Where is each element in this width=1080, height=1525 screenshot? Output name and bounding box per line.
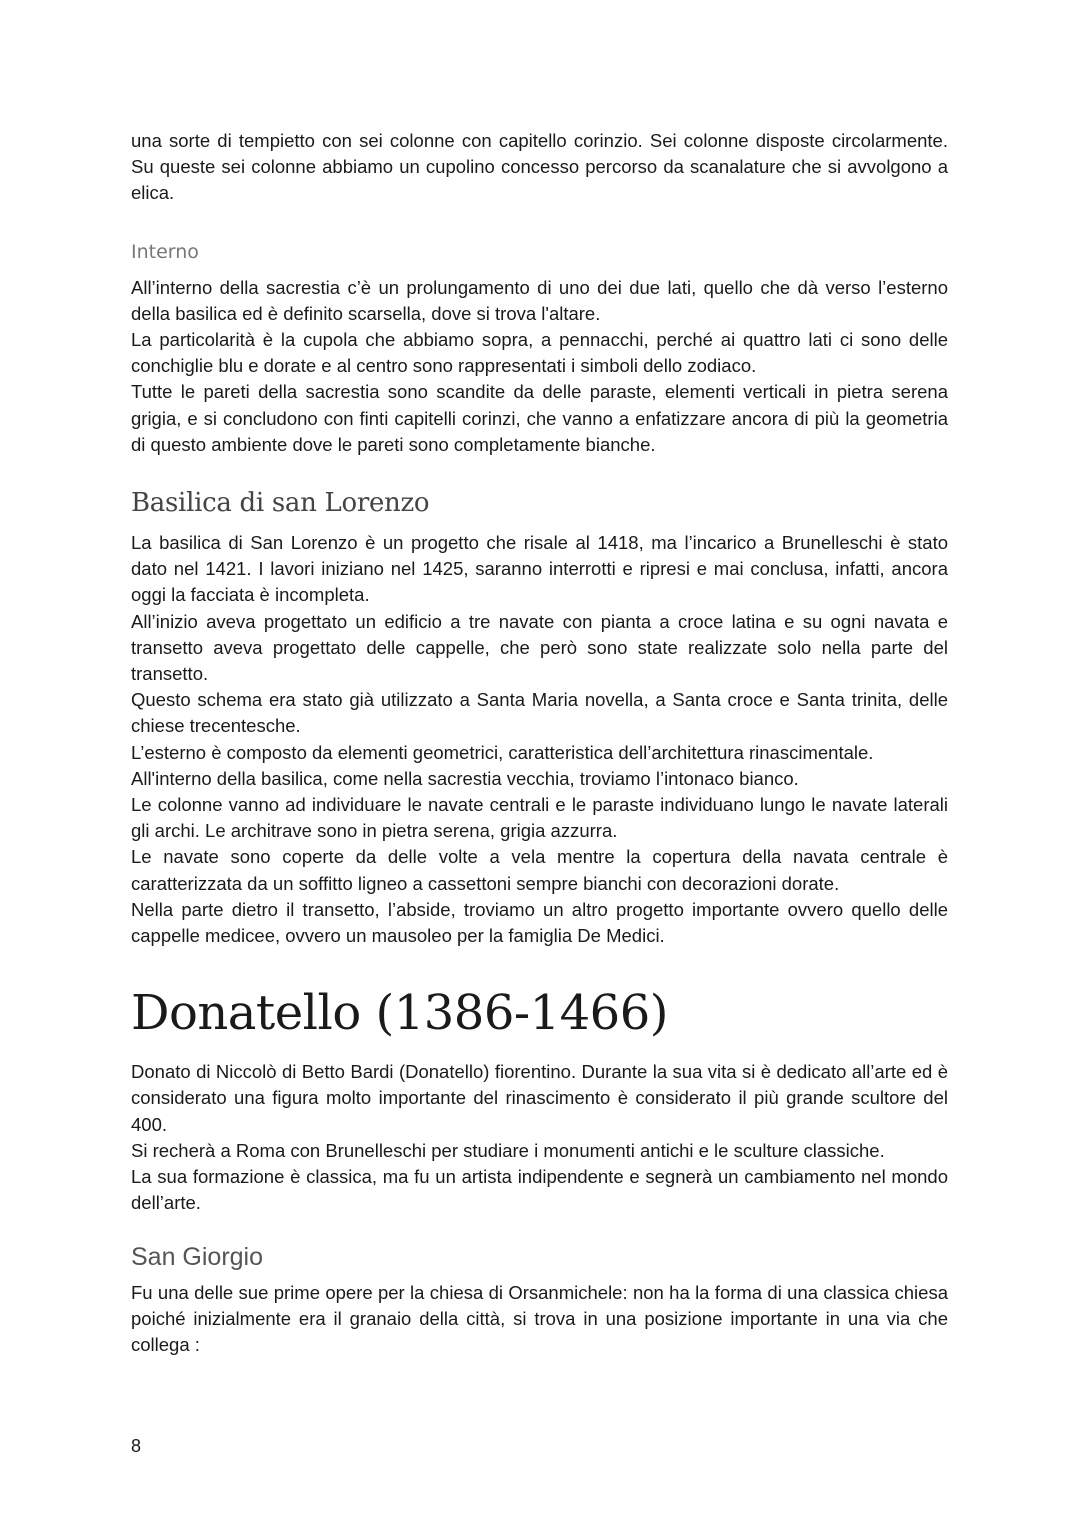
heading-san-giorgio: San Giorgio [131, 1242, 264, 1271]
donatello-paragraph-2: Si recherà a Roma con Brunelleschi per studiare i monumenti antichi e le sculture classiche. [131, 1139, 885, 1161]
heading-interno: Interno [131, 240, 199, 263]
basilica-paragraph-1: La basilica di San Lorenzo è un progetto che risale al 1418, ma l’incarico a Brunelleschi è stato dato nel 1421. I lavori iniziano nel 1425, saranno interrotti e ripresi e mai conclusa, infatti, ancora oggi la facciata è incompleta. [131, 532, 948, 606]
heading-donatello: Donatello (1386-1466) [131, 985, 668, 1042]
document-page [131, 128, 948, 1358]
basilica-paragraph-2: All’inizio aveva progettato un edificio a tre navate con pianta a croce latina e su ogni navata e transetto aveva progettato delle cappelle, che però sono state realizzate solo nella parte del transetto. [131, 610, 948, 685]
intro-paragraph: una sorte di tempietto con sei colonne con capitello corinzio. Sei colonne disposte circolarmente. Su queste sei colonne abbiamo un cupolino concesso percorso da scanalature che si avvolgono a elica. [131, 130, 948, 204]
basilica-paragraph-4: L’esterno è composto da elementi geometrici, caratteristica dell’architettura rinascimentale. [131, 741, 874, 763]
san-giorgio-paragraph-1: Fu una delle sue prime opere per la chiesa di Orsanmichele: non ha la forma di una classica chiesa poiché inizialmente era il granaio della città, si trova in una posizione importante in una via che collega : [131, 1281, 948, 1355]
basilica-paragraph-5: All'interno della basilica, come nella sacrestia vecchia, troviamo l’intonaco bianco. [131, 767, 799, 789]
interno-paragraph-1: All’interno della sacrestia c’è un prolungamento di uno dei due lati, quello che dà verso l’esterno della basilica ed è definito scarsella, dove si trova l'altare. [131, 276, 948, 324]
basilica-paragraph-3: Questo schema era stato già utilizzato a Santa Maria novella, a Santa croce e Santa trinita, delle chiese trecentesche. [131, 689, 948, 737]
basilica-paragraph-7: Le navate sono coperte da delle volte a vela mentre la copertura della navata centrale è caratterizzata da un soffitto ligneo a cassettoni sempre bianchi con decorazioni dorate. [131, 846, 948, 894]
basilica-paragraph-8: Nella parte dietro il transetto, l’abside, troviamo un altro progetto importante ovvero quello delle cappelle medicee, ovvero un mausoleo per la famiglia De Medici. [131, 898, 948, 947]
donatello-paragraph-3: La sua formazione è classica, ma fu un artista indipendente e segnerà un cambiamento nel mondo dell’arte. [131, 1166, 948, 1214]
interno-paragraph-2: La particolarità è la cupola che abbiamo sopra, a pennacchi, perché ai quattro lati ci sono delle conchiglie blu e dorate e al centro sono rappresentati i simboli dello zodiaco. [131, 329, 948, 377]
heading-basilica: Basilica di san Lorenzo [131, 488, 430, 519]
interno-paragraph-3: Tutte le pareti della sacrestia sono scandite da delle paraste, elementi verticali in pietra serena grigia, e si concludono con finti capitelli corinzi, che vanno a enfatizzare ancora di più la geometria di questo ambiente dove le pareti sono completamente bianche. [131, 381, 948, 455]
basilica-paragraph-6: Le colonne vanno ad individuare le navate centrali e le paraste individuano lungo le navate laterali gli archi. Le architrave sono in pietra serena, grigia azzurra. [131, 794, 948, 842]
donatello-paragraph-1: Donato di Niccolò di Betto Bardi (Donatello) fiorentino. Durante la sua vita si è dedicato all’arte ed è considerato una figura molto importante del rinascimento è considerato il più grande scultore del 400. [131, 1061, 948, 1135]
page-number: 8 [131, 1436, 142, 1456]
